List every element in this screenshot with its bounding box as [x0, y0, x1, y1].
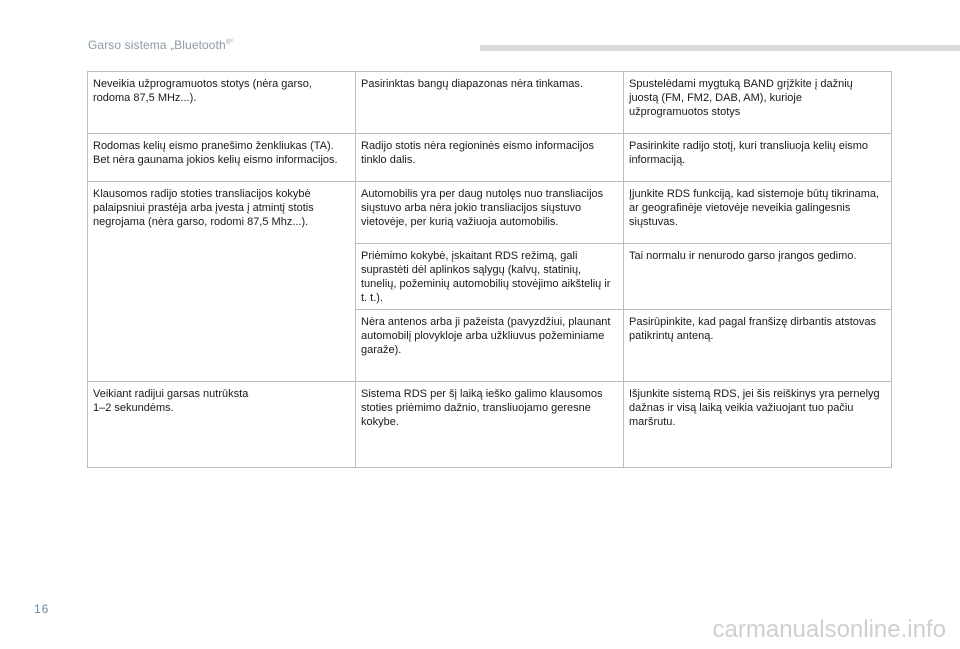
- cause-cell: Sistema RDS per šį laiką ieško galimo klausomos stoties priėmimo dažnio, transliuojamo geresne kokybe.: [356, 382, 624, 468]
- section-title-text: Garso sistema „Bluetooth: [88, 38, 226, 52]
- table-row: [88, 382, 892, 468]
- cause-cell: Priėmimo kokybė, įskaitant RDS režimą, gali suprastėti dėl aplinkos sąlygų (kalvų, statinių, tunelių, požeminių automobilių stovėjimo aikštelių ir t. t.).: [356, 244, 624, 310]
- solution-cell: Įjunkite RDS funkciją, kad sistemoje būtų tikrinama, ar geografinėje vietovėje neveikia galingesnis siųstuvas.: [624, 182, 892, 244]
- solution-cell: Pasirūpinkite, kad pagal franšizę dirbantis atstovas patikrintų anteną.: [624, 310, 892, 382]
- cause-cell: Automobilis yra per daug nutolęs nuo transliacijos siųstuvo arba nėra jokio transliacijos siųstuvo vietovėje, per kurią važiuoja automobilis.: [356, 182, 624, 244]
- table-row: [88, 182, 892, 244]
- symptom-cell: Rodomas kelių eismo pranešimo ženkliukas (TA). Bet nėra gaunama jokios kelių eismo informacijos.: [88, 134, 356, 182]
- cause-cell: Pasirinktas bangų diapazonas nėra tinkamas.: [356, 72, 624, 134]
- watermark-text: carmanualsonline.info: [712, 616, 946, 643]
- symptom-cell: Neveikia užprogramuotos stotys (nėra garso, rodoma 87,5 MHz...).: [88, 72, 356, 134]
- symptom-cell: Klausomos radijo stoties transliacijos kokybė palaipsniui prastėja arba įvesta į atmintį stotis negrojama (nėra garso, rodomi 87,5 Mhz...).: [88, 182, 356, 382]
- table-row: [88, 72, 892, 134]
- solution-cell: Išjunkite sistemą RDS, jei šis reiškinys yra pernelyg dažnas ir visą laiką veikia važiuojant tuo pačiu maršrutu.: [624, 382, 892, 468]
- section-title: [88, 38, 234, 52]
- solution-cell: Tai normalu ir nenurodo garso įrangos gedimo.: [624, 244, 892, 310]
- troubleshooting-table: [87, 71, 892, 468]
- solution-cell: Spustelėdami mygtuką BAND grįžkite į dažnių juostą (FM, FM2, DAB, AM), kurioje užprogramuotos stotys: [624, 72, 892, 134]
- table-row: [88, 134, 892, 182]
- page-number: 16: [34, 602, 50, 616]
- solution-cell: Pasirinkite radijo stotį, kuri transliuoja kelių eismo informaciją.: [624, 134, 892, 182]
- symptom-cell: Veikiant radijui garsas nutrūksta 1–2 sekundėms.: [88, 382, 356, 468]
- registered-mark: ®“: [225, 39, 234, 46]
- cause-cell: Radijo stotis nėra regioninės eismo informacijos tinklo dalis.: [356, 134, 624, 182]
- header-rule: [480, 45, 960, 51]
- cause-cell: Nėra antenos arba ji pažeista (pavyzdžiui, plaunant automobilį plovykloje arba užkliuvus požeminiame garaže).: [356, 310, 624, 382]
